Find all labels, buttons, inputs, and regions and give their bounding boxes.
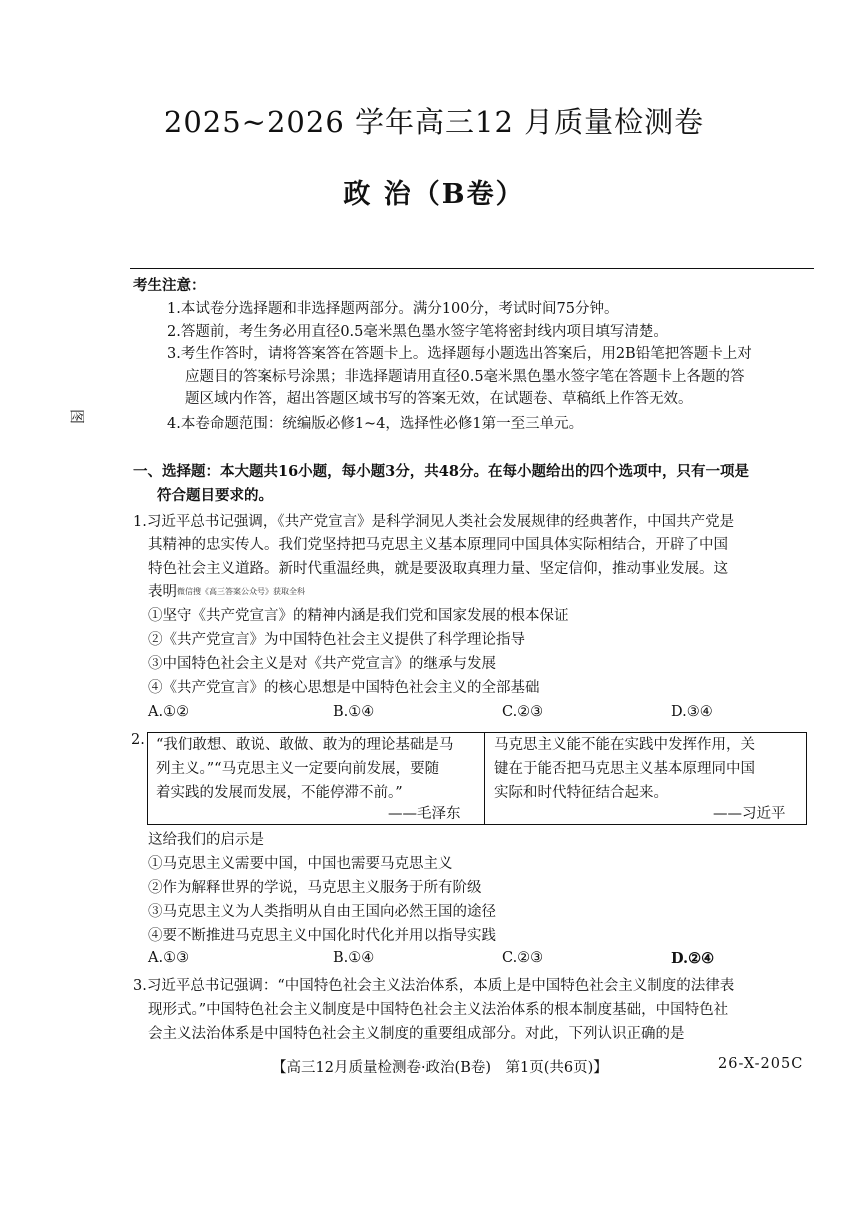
q2-number: 2.: [131, 732, 145, 748]
q1-stem-text: 表明: [148, 584, 177, 600]
binding-margin-mark: 图: [68, 408, 87, 425]
q1-item: ②《共产党宣言》为中国特色社会主义提供了科学理论指导: [148, 632, 525, 648]
q1-option-d: D.③④: [671, 704, 713, 720]
q1-stem-last: [148, 580, 305, 604]
left-quote-line: 着实践的发展而发展，不能停滞不前。”: [156, 785, 403, 801]
q2-option-c: C.②③: [502, 950, 544, 966]
q2-option-b: B.①④: [333, 950, 375, 966]
notice-line: 应题目的答案标号涂黑；非选择题请用直径0.5毫米黑色墨水签字笔在答题卡上各题的答: [185, 369, 745, 385]
exam-title: 2025~2026 学年高三12 月质量检测卷: [163, 105, 705, 139]
notice-heading: 考生注意：: [133, 277, 206, 294]
q3-stem-line: 现形式。”中国特色社会主义制度是中国特色社会主义法治体系的根本制度基础，中国特色社: [148, 1002, 729, 1018]
q1-stem-line: 特色社会主义道路。新时代重温经典，就是要汲取真理力量、坚定信仰，推动事业发展。这: [148, 561, 728, 577]
right-quote-line: 实际和时代特征结合起来。: [494, 785, 668, 801]
right-quote-line: 键在于能否把马克思主义基本原理同中国: [494, 761, 755, 777]
q3-stem-line: 会主义法治体系是中国特色社会主义制度的重要组成部分。对此，下列认识正确的是: [148, 1026, 685, 1042]
left-quote-line: “我们敢想、敢说、敢做、敢为的理论基础是马: [156, 737, 454, 753]
left-quote-author: ——毛泽东: [388, 806, 461, 822]
q1-item: ④《共产党宣言》的核心思想是中国特色社会主义的全部基础: [148, 680, 540, 696]
q2-item: ①马克思主义需要中国，中国也需要马克思主义: [148, 856, 453, 872]
q2-option-d: D.②④: [671, 950, 715, 967]
q2-item: ③马克思主义为人类指明从自由王国向必然王国的途径: [148, 904, 496, 920]
q1-option-c: C.②③: [502, 704, 544, 720]
section-heading-cont: 符合题目要求的。: [157, 487, 273, 504]
q1-stem-line: 1.习近平总书记强调，《共产党宣言》是科学洞见人类社会发展规律的经典著作，中国共产党是: [133, 514, 735, 530]
header-divider: [130, 268, 814, 269]
right-quote-author: ——习近平: [713, 806, 786, 822]
left-quote-line: 列主义。”“马克思主义一定要向前发展，要随: [156, 761, 440, 777]
q1-item: ③中国特色社会主义是对《共产党宣言》的继承与发展: [148, 656, 496, 672]
q2-option-a: A.①③: [148, 950, 190, 966]
notice-line: 题区域内作答，超出答题区域书写的答案无效，在试题卷、草稿纸上作答无效。: [185, 391, 693, 407]
section-heading: 一、选择题：本大题共16小题，每小题3分，共48分。在每小题给出的四个选项中，只有一项是: [133, 463, 749, 480]
q1-item: ①坚守《共产党宣言》的精神内涵是我们党和国家发展的根本保证: [148, 608, 569, 624]
notice-line: 3.考生作答时，请将答案答在答题卡上。选择题每小题选出答案后，用2B铅笔把答题卡上对: [167, 346, 752, 362]
q2-quote-box: [147, 732, 807, 825]
q2-item: ②作为解释世界的学说，马克思主义服务于所有阶级: [148, 880, 482, 896]
exam-subtitle: 政 治（B卷）: [343, 179, 525, 210]
q2-item: ④要不断推进马克思主义中国化时代化并用以指导实践: [148, 928, 496, 944]
notice-line: 4.本卷命题范围：统编版必修1~4，选择性必修1第一至三单元。: [167, 416, 584, 432]
exam-code: 26-X-205C: [718, 1056, 804, 1072]
notice-line: 2.答题前，考生务必用直径0.5毫米黑色墨水签字笔将密封线内项目填写清楚。: [167, 324, 668, 340]
right-quote-line: 马克思主义能不能在实践中发挥作用，关: [494, 737, 755, 753]
q1-stem-line: 其精神的忠实传人。我们党坚持把马克思主义基本原理同中国具体实际相结合，开辟了中国: [148, 537, 728, 553]
page-footer: 【高三12月质量检测卷·政治(B卷) 第1页(共6页)】: [272, 1060, 608, 1076]
q1-option-b: B.①④: [333, 704, 375, 720]
q3-stem-line: 3.习近平总书记强调：“中国特色社会主义法治体系，本质上是中国特色社会主义制度的法律表: [133, 978, 735, 994]
notice-line: 1.本试卷分选择题和非选择题两部分。满分100分，考试时间75分钟。: [167, 301, 619, 317]
q1-option-a: A.①②: [148, 704, 190, 720]
q2-stem: 这给我们的启示是: [148, 832, 264, 848]
watermark-text: 微信搜《高三答案公众号》获取全科: [177, 587, 305, 596]
quote-divider: [484, 733, 485, 824]
